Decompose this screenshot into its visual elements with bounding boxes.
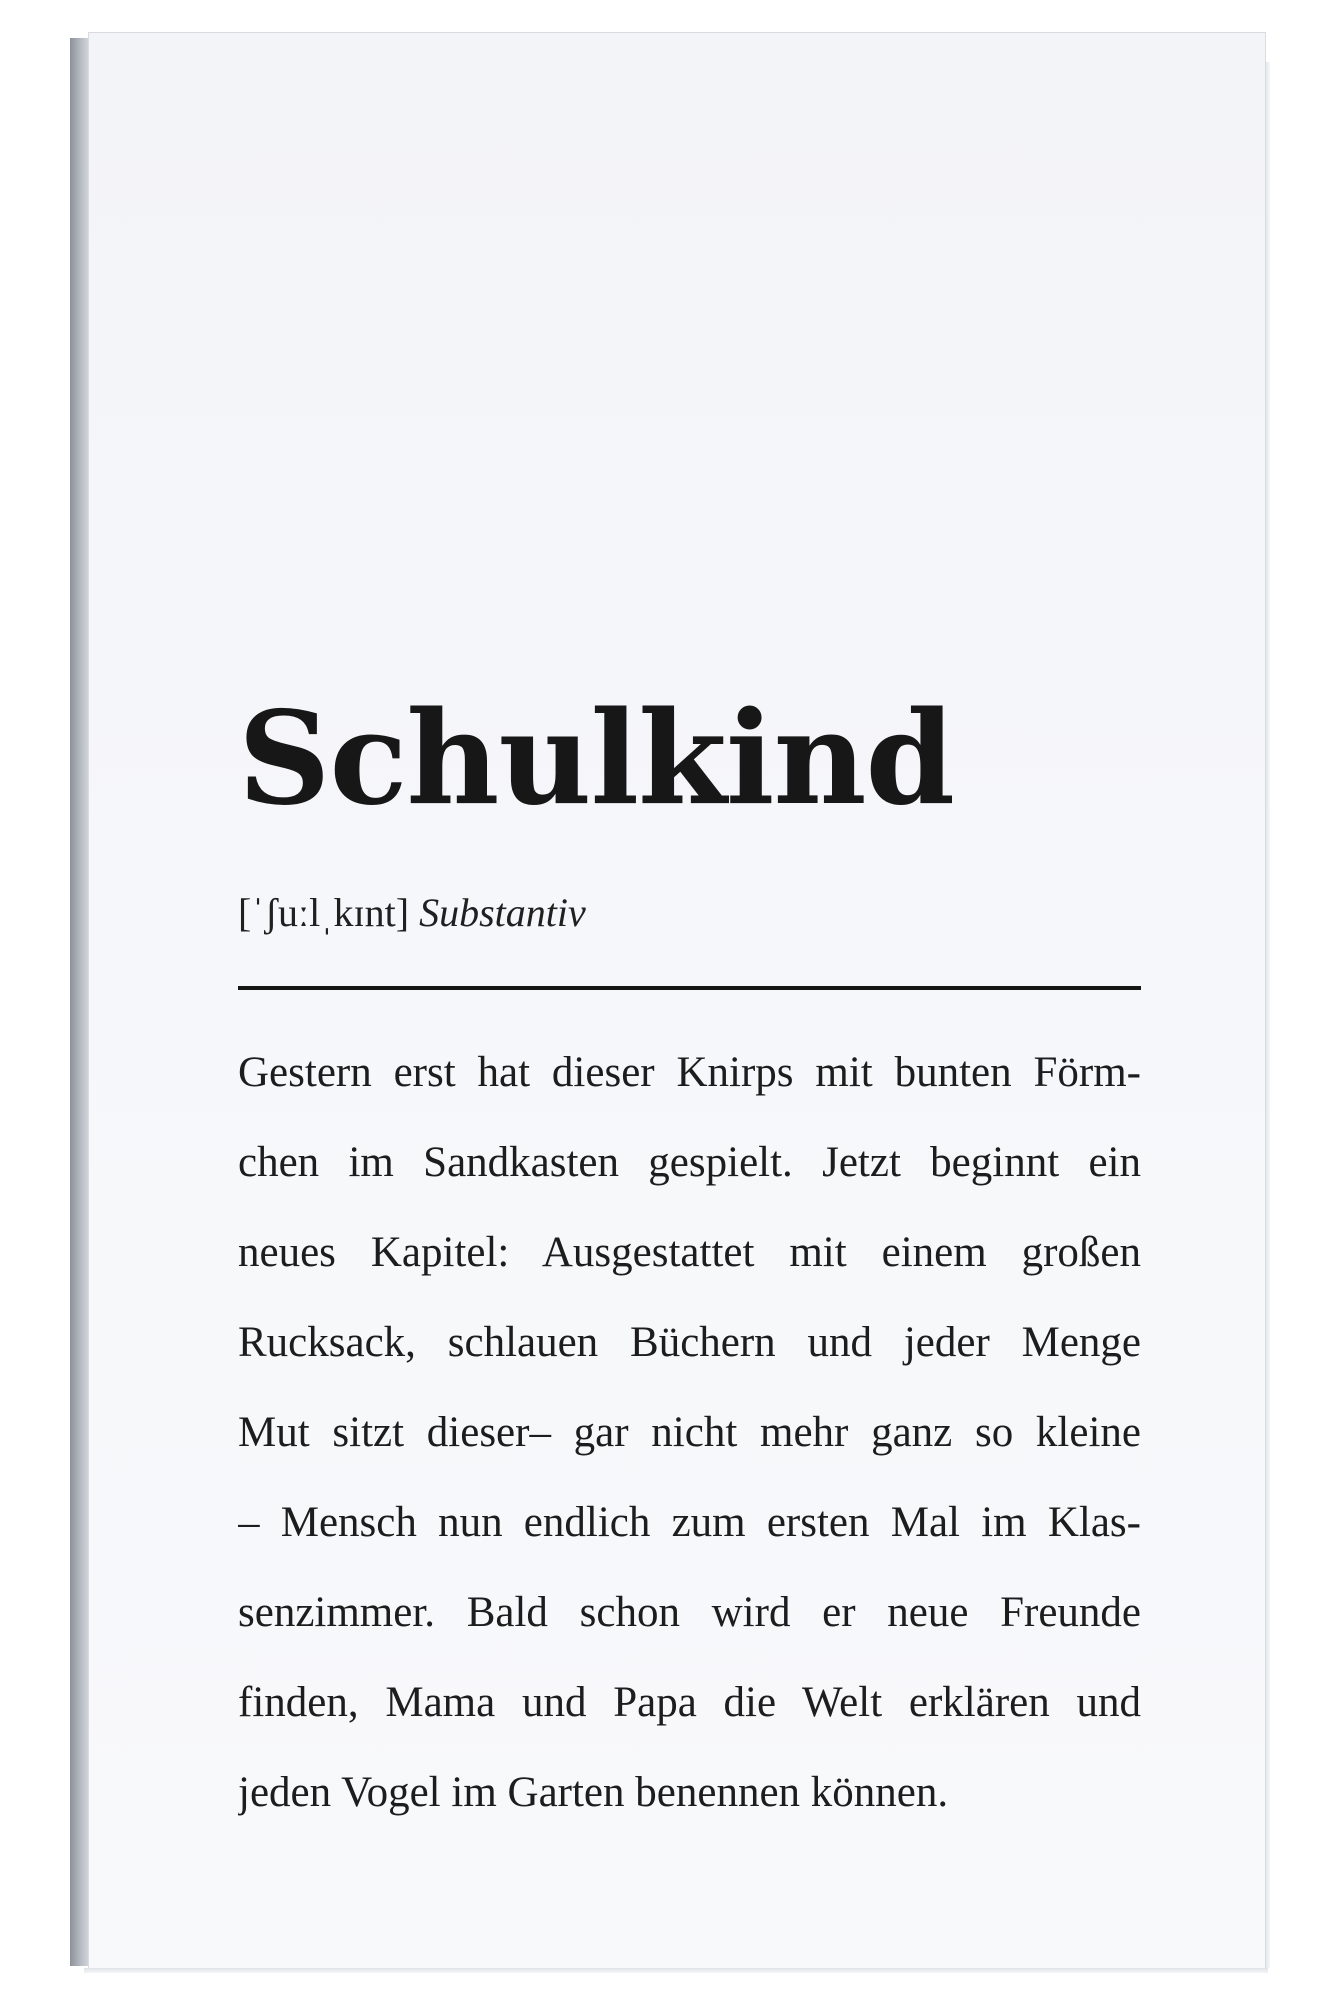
canvas-bottom-edge (84, 1968, 1268, 1973)
definition-divider (238, 986, 1141, 990)
definition-line: – Mensch nun endlich zum ersten Mal im Klas- (238, 1499, 1141, 1546)
definition-line: Mut sitzt dieser– gar nicht mehr ganz so kleine (238, 1409, 1141, 1456)
definition-line: jeden Vogel im Garten benennen können. (238, 1769, 949, 1816)
definition-line: finden, Mama und Papa die Welt erklären und (238, 1679, 1141, 1726)
pronunciation: [ˈʃuːlˌkɪnt] (238, 890, 410, 935)
definition-line: chen im Sandkasten gespielt. Jetzt beginnt ein (238, 1139, 1141, 1186)
definition-line: senzimmer. Bald schon wird er neue Freunde (238, 1589, 1141, 1636)
definition-line: Rucksack, schlauen Büchern und jeder Menge (238, 1319, 1141, 1366)
word-class: Substantiv (419, 890, 586, 935)
canvas-side-edge (70, 38, 90, 1966)
definition-line: Gestern erst hat dieser Knirps mit bunten Förm- (238, 1049, 1141, 1096)
canvas-right-edge (1266, 62, 1270, 1968)
definition-text (238, 1028, 1141, 1838)
dictionary-title: Schulkind (238, 684, 954, 834)
pronunciation-line (238, 890, 586, 935)
definition-line: neues Kapitel: Ausgestattet mit einem großen (238, 1229, 1141, 1276)
